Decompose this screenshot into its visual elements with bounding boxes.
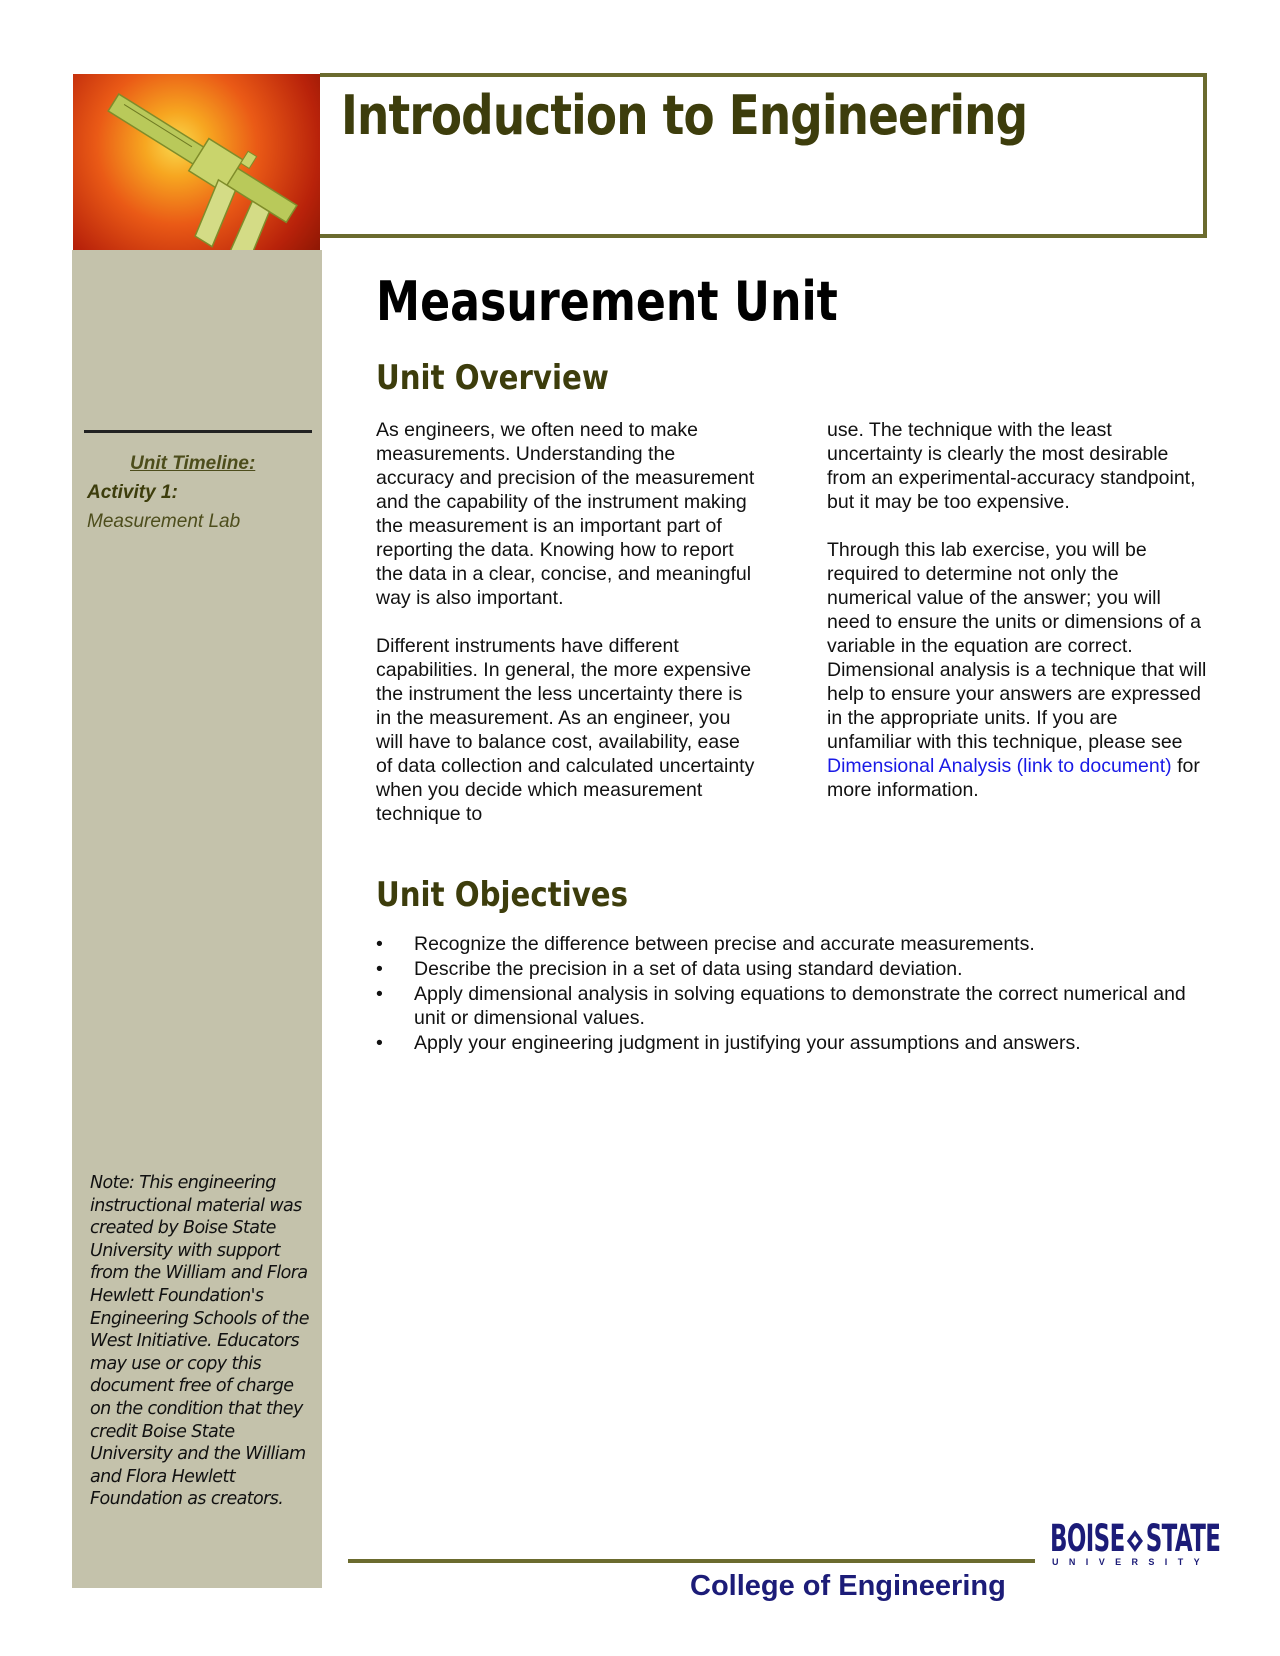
overview-left-column (376, 418, 756, 850)
list-item: • Apply dimensional analysis in solving equations to demonstrate the correct numerical and unit or dimensional values. (376, 982, 1216, 1030)
overview-heading: Unit Overview (376, 358, 609, 398)
logo-word-right: STATE (1145, 1517, 1221, 1560)
boise-state-logo (1050, 1517, 1221, 1568)
logo-subtitle: UNIVERSITY (1052, 1557, 1211, 1567)
logo-word-left: BOISE (1050, 1517, 1125, 1560)
page-title: Measurement Unit (376, 270, 838, 333)
timeline-label: Unit Timeline: (130, 453, 256, 474)
activity-name: Measurement Lab (87, 511, 241, 532)
overview-right-column (827, 418, 1207, 826)
overview-paragraph: Different instruments have different capabilities. In general, the more expensive the instrument the less uncertainty there is in the measurement. As an engineer, you will have to balance cost, availability, ease of data collection and calculated uncertainty when you decide which measurement technique to (376, 635, 755, 825)
caliper-icon (73, 74, 320, 250)
objectives-list (376, 932, 1216, 1056)
dimensional-analysis-link[interactable]: Dimensional Analysis (link to document) (827, 755, 1172, 777)
list-item: • Describe the precision in a set of data using standard deviation. (376, 957, 1216, 981)
overview-paragraph-text: Through this lab exercise, you will be required to determine not only the numerical value of the answer; you will need to ensure the units or dimensions of a variable in the equation are correct. Dimensional analysis is a technique that will help to ensure your answers are expressed in the appropriate units. If you are unfamiliar with this technique, please see (827, 539, 1207, 753)
sidebar-note: Note: This engineering instructional material was created by Boise State University with support from the William and Flora Hewlett Foundation's Engineering Schools of the West Initiative. Educators may use or copy this document free of charge on the condition that they credit Boise State University and the William and Flora Hewlett Foundation as creators. (90, 1173, 309, 1510)
overview-paragraph: use. The technique with the least uncertainty is clearly the most desirable from an experimental-accuracy standpoint, but it may be too expensive. (827, 419, 1196, 513)
objectives-heading: Unit Objectives (376, 875, 629, 915)
logo-wordmark (1050, 1517, 1221, 1560)
caliper-image (73, 74, 320, 250)
list-item: • Recognize the difference between precise and accurate measurements. (376, 932, 1216, 956)
bronco-icon (1126, 1528, 1145, 1554)
divider (84, 430, 312, 433)
overview-paragraph-tail: for more information. (827, 755, 1200, 801)
course-title: Introduction to Engineering (341, 84, 1028, 147)
overview-paragraph (827, 538, 1207, 802)
footer-divider (348, 1559, 1035, 1563)
activity-label: Activity 1: (87, 482, 178, 503)
overview-paragraph: As engineers, we often need to make measurements. Understanding the accuracy and precision of the measurement and the capability of the instrument making the measurement is an important part of reporting the data. Knowing how to report the data in a clear, concise, and meaningful way is also important. (376, 419, 755, 609)
college-name: College of Engineering (690, 1570, 1006, 1602)
list-item: • Apply your engineering judgment in justifying your assumptions and answers. (376, 1031, 1216, 1055)
